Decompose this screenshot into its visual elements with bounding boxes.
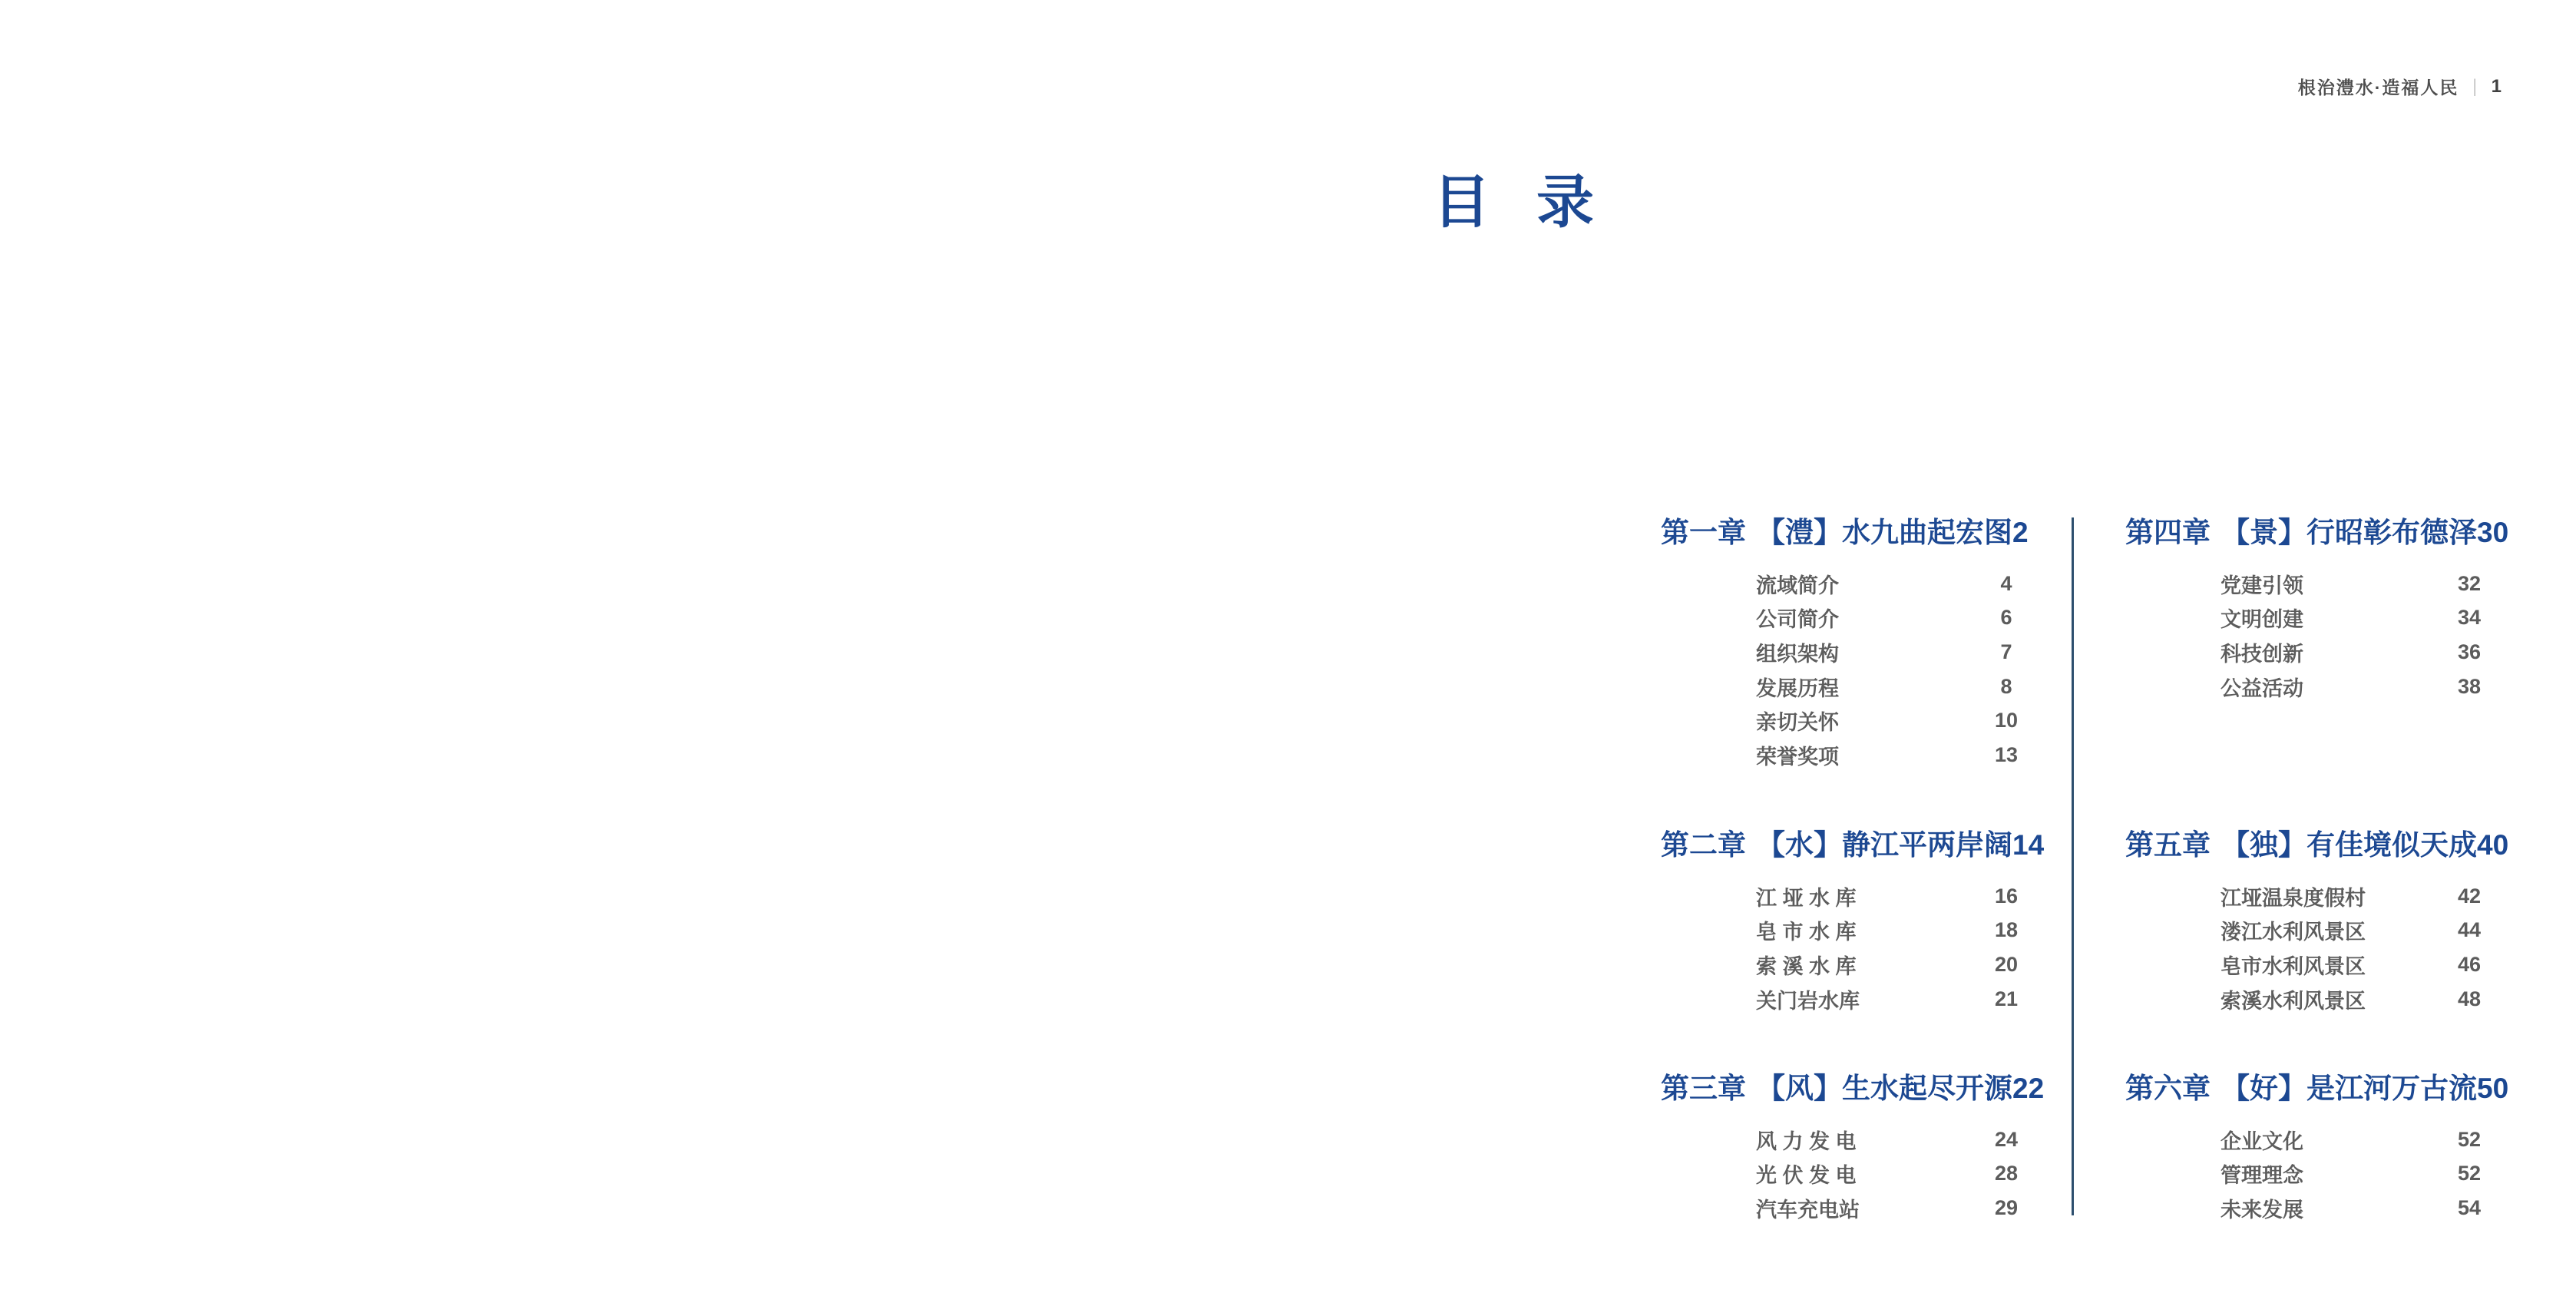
toc-item[interactable] bbox=[1661, 567, 2025, 601]
toc-item-page: 4 bbox=[2000, 571, 2012, 595]
toc-item-page: 54 bbox=[2457, 1195, 2482, 1219]
toc-item-page: 38 bbox=[2457, 674, 2482, 698]
toc-item[interactable] bbox=[2125, 670, 2488, 704]
toc-item-label: 文明创建 bbox=[2221, 608, 2303, 632]
toc-item[interactable] bbox=[1661, 601, 2025, 636]
toc-item-label: 科技创新 bbox=[2221, 642, 2303, 666]
toc-item[interactable] bbox=[2125, 1191, 2488, 1225]
toc-item-label: 公益活动 bbox=[2221, 676, 2303, 700]
toc-item-label: 皂 市 水 库 bbox=[1756, 921, 1857, 944]
chapter-label: 第四章 bbox=[2125, 517, 2211, 548]
toc-item[interactable] bbox=[1661, 635, 2025, 670]
chapter-title: 【景】行昭彰布德泽 bbox=[2221, 517, 2477, 548]
toc-item-label: 江 垭 水 库 bbox=[1756, 886, 1857, 910]
chapter-page-number: 22 bbox=[2012, 1073, 2045, 1104]
toc-item[interactable] bbox=[1661, 1157, 2025, 1192]
toc-column-left bbox=[1661, 0, 2045, 1306]
chapter-title: 【澧】水九曲起宏图 bbox=[1757, 517, 2012, 548]
chapter-page-number: 2 bbox=[2012, 517, 2029, 548]
toc-item[interactable] bbox=[2125, 947, 2488, 982]
toc-item[interactable] bbox=[1661, 738, 2025, 772]
toc-item-page: 8 bbox=[2000, 674, 2012, 698]
toc-item[interactable] bbox=[2125, 1157, 2488, 1192]
chapter-4 bbox=[2125, 514, 2509, 703]
chapter-1 bbox=[1661, 514, 2029, 772]
chapter-4-heading[interactable] bbox=[2125, 514, 2509, 551]
chapter-3 bbox=[1661, 1070, 2045, 1225]
toc-item[interactable] bbox=[1661, 947, 2025, 982]
toc-item-page: 48 bbox=[2457, 987, 2482, 1010]
toc-item-page: 10 bbox=[1994, 709, 2019, 732]
chapter-4-items bbox=[2125, 567, 2488, 703]
chapter-2 bbox=[1661, 827, 2045, 1016]
toc-item-label: 管理理念 bbox=[2221, 1164, 2303, 1188]
toc-item[interactable] bbox=[2125, 879, 2488, 914]
chapter-3-items bbox=[1661, 1122, 2025, 1225]
chapter-3-heading[interactable] bbox=[1661, 1070, 2045, 1107]
column-divider bbox=[2072, 517, 2074, 1215]
toc-item-label: 光 伏 发 电 bbox=[1756, 1164, 1857, 1188]
toc-item-page: 46 bbox=[2457, 952, 2482, 976]
toc-item-label: 组织架构 bbox=[1756, 642, 1839, 666]
chapter-page-number: 40 bbox=[2477, 829, 2509, 861]
chapter-label: 第二章 bbox=[1661, 829, 1746, 861]
chapter-title: 【风】生水起尽开源 bbox=[1757, 1073, 2012, 1104]
toc-item-label: 索溪水利风景区 bbox=[2221, 989, 2366, 1013]
toc-item-label: 关门岩水库 bbox=[1756, 989, 1860, 1013]
chapter-label: 第六章 bbox=[2125, 1073, 2211, 1104]
chapter-6-items bbox=[2125, 1122, 2488, 1225]
toc-item-label: 皂市水利风景区 bbox=[2221, 954, 2366, 978]
toc-item[interactable] bbox=[1661, 879, 2025, 914]
toc-item[interactable] bbox=[1661, 703, 2025, 738]
toc-item[interactable] bbox=[1661, 1191, 2025, 1225]
chapter-title: 【独】有佳境似天成 bbox=[2221, 829, 2477, 861]
toc-item-page: 52 bbox=[2457, 1127, 2482, 1151]
chapter-title: 【水】静江平两岸阔 bbox=[1757, 829, 2012, 861]
toc-item[interactable] bbox=[2125, 982, 2488, 1017]
chapter-page-number: 50 bbox=[2477, 1073, 2509, 1104]
toc-item-label: 江垭温泉度假村 bbox=[2221, 886, 2366, 910]
chapter-5-items bbox=[2125, 879, 2488, 1016]
toc-item[interactable] bbox=[2125, 567, 2488, 601]
chapter-page-number: 30 bbox=[2477, 517, 2509, 548]
chapter-label: 第五章 bbox=[2125, 829, 2211, 861]
chapter-5-heading[interactable] bbox=[2125, 827, 2509, 864]
toc-item[interactable] bbox=[1661, 914, 2025, 948]
chapter-1-items bbox=[1661, 567, 2025, 772]
toc-title: 目录 bbox=[1433, 170, 1641, 234]
header-slogan: 根治澧水·造福人民 bbox=[2297, 78, 2459, 98]
toc-item-page: 36 bbox=[2457, 640, 2482, 663]
toc-item-label: 流域简介 bbox=[1756, 574, 1839, 597]
toc-item-label: 亲切关怀 bbox=[1756, 711, 1839, 735]
toc-item-page: 7 bbox=[2000, 640, 2012, 663]
chapter-5 bbox=[2125, 827, 2509, 1016]
chapter-2-heading[interactable] bbox=[1661, 827, 2045, 864]
toc-item-page: 28 bbox=[1994, 1162, 2019, 1185]
header-separator: | bbox=[2473, 75, 2477, 97]
chapter-1-heading[interactable] bbox=[1661, 514, 2029, 551]
toc-item-label: 荣誉奖项 bbox=[1756, 745, 1839, 769]
toc-item[interactable] bbox=[2125, 601, 2488, 636]
toc-item-page: 32 bbox=[2457, 571, 2482, 595]
toc-item-page: 29 bbox=[1994, 1195, 2019, 1219]
toc-item-page: 18 bbox=[1994, 918, 2019, 942]
chapter-2-items bbox=[1661, 879, 2025, 1016]
toc-item-page: 13 bbox=[1994, 742, 2019, 766]
chapter-6-heading[interactable] bbox=[2125, 1070, 2509, 1107]
toc-column-right bbox=[2125, 0, 2509, 1306]
toc-item-page: 24 bbox=[1994, 1127, 2019, 1151]
chapter-title: 【好】是江河万古流 bbox=[2221, 1073, 2477, 1104]
toc-item-page: 42 bbox=[2457, 884, 2482, 908]
toc-item-label: 企业文化 bbox=[2221, 1129, 2303, 1153]
toc-item-label: 风 力 发 电 bbox=[1756, 1129, 1857, 1153]
toc-item[interactable] bbox=[1661, 982, 2025, 1017]
toc-item[interactable] bbox=[2125, 914, 2488, 948]
chapter-6 bbox=[2125, 1070, 2509, 1225]
toc-item-page: 20 bbox=[1994, 952, 2019, 976]
toc-item-page: 44 bbox=[2457, 918, 2482, 942]
chapter-label: 第三章 bbox=[1661, 1073, 1746, 1104]
toc-item[interactable] bbox=[1661, 670, 2025, 704]
toc-item[interactable] bbox=[2125, 635, 2488, 670]
toc-item-label: 索 溪 水 库 bbox=[1756, 954, 1857, 978]
toc-item-label: 公司简介 bbox=[1756, 608, 1839, 632]
toc-item-label: 党建引领 bbox=[2221, 574, 2303, 597]
toc-item[interactable] bbox=[1661, 1122, 2025, 1157]
toc-item-page: 21 bbox=[1994, 987, 2019, 1010]
toc-item-label: 汽车充电站 bbox=[1756, 1198, 1860, 1222]
toc-item-page: 6 bbox=[2000, 606, 2012, 630]
toc-item-label: 发展历程 bbox=[1756, 676, 1839, 700]
toc-item-page: 52 bbox=[2457, 1162, 2482, 1185]
chapter-page-number: 14 bbox=[2012, 829, 2045, 861]
toc-item-page: 34 bbox=[2457, 606, 2482, 630]
toc-item[interactable] bbox=[2125, 1122, 2488, 1157]
toc-item-page: 16 bbox=[1994, 884, 2019, 908]
header-page-number: 1 bbox=[2491, 75, 2502, 97]
toc-item-label: 未来发展 bbox=[2221, 1198, 2303, 1222]
toc-item-label: 溇江水利风景区 bbox=[2221, 921, 2366, 944]
chapter-label: 第一章 bbox=[1661, 517, 1746, 548]
